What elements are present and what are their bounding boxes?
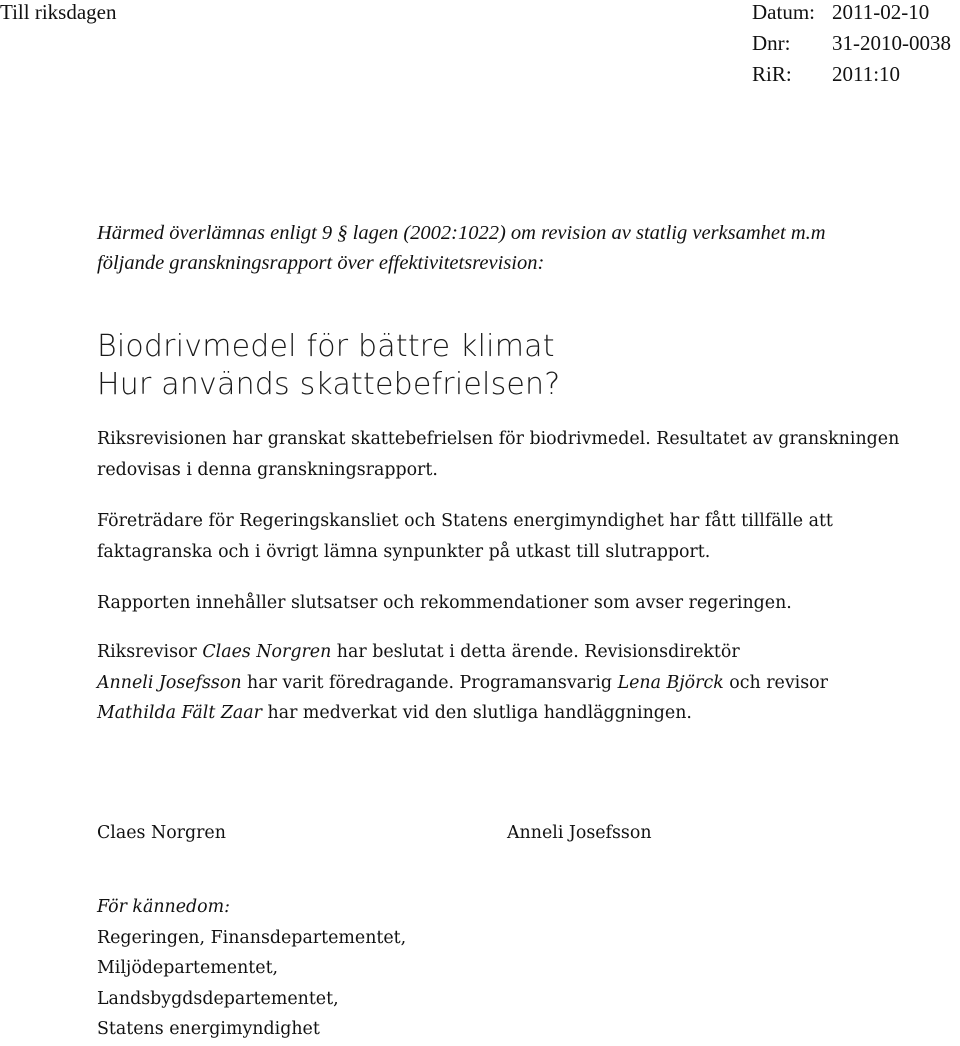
signature-name-2: Anneli Josefsson [507, 823, 652, 843]
intro-line-1: Härmed överlämnas enligt 9 § lagen (2002:1022) om revision av statlig verksamhet m.m [97, 222, 826, 244]
signature-block [97, 818, 797, 848]
paragraph-text: Riksrevisor [97, 642, 203, 662]
for-kannedom-heading: För kännedom: [97, 897, 230, 917]
meta-value: 2011:10 [832, 62, 901, 86]
person-name: Lena Björck [617, 672, 724, 693]
meta-row-rir [752, 62, 951, 93]
recipient-list-item: Regeringen, Finansdepartementet, [97, 927, 407, 948]
meta-label: RiR: [752, 62, 792, 86]
report-subtitle: Hur används skattebefrielsen? [97, 367, 561, 402]
report-title-line-1: Biodrivmedel för bättre klimat [97, 329, 555, 364]
document-metadata [752, 0, 951, 93]
meta-label: Datum: [752, 0, 815, 24]
meta-row-dnr [752, 31, 951, 62]
report-title [97, 328, 560, 404]
paragraph-text: har medverkat vid den slutliga handläggningen. [261, 703, 692, 723]
recipient-list-item: Miljödepartementet, [97, 958, 279, 978]
recipient-list-item: Statens energimyndighet [97, 1019, 320, 1039]
paragraph-text: har varit föredragande. Programansvarig [241, 672, 618, 693]
for-kannedom-block [97, 892, 406, 1045]
meta-label: Dnr: [752, 31, 791, 55]
paragraph-text: och revisor [723, 672, 828, 693]
signature-name-1: Claes Norgren [97, 823, 226, 843]
person-name: Claes Norgren [202, 642, 332, 662]
recipient-line: Till riksdagen [0, 0, 117, 24]
meta-value: 31-2010-0038 [832, 31, 951, 55]
paragraph-text: har beslutat i detta ärende. Revisionsdirektör [331, 642, 740, 662]
paragraph-beslut [97, 637, 927, 729]
meta-row-datum [752, 0, 951, 31]
paragraph-rekommendationer: Rapporten innehåller slutsatser och rekommendationer som avser regeringen. [97, 593, 792, 613]
paragraph-granskning: Riksrevisionen har granskat skattebefrielsen för biodrivmedel. Resultatet av granskningen redovisas i denna granskningsrapport. [97, 429, 900, 480]
intro-statement [97, 218, 897, 278]
intro-line-2: följande granskningsrapport över effektivitetsrevision: [97, 252, 545, 274]
person-name: Mathilda Fält Zaar [97, 703, 262, 723]
paragraph-faktagranskning: Företrädare för Regeringskansliet och Statens energimyndighet har fått tillfälle att faktagranska och i övrigt lämna synpunkter på utkast till slutrapport. [97, 511, 833, 562]
recipient-list-item: Landsbygdsdepartementet, [97, 988, 339, 1009]
person-name: Anneli Josefsson [97, 672, 242, 693]
meta-value: 2011-02-10 [832, 0, 930, 24]
